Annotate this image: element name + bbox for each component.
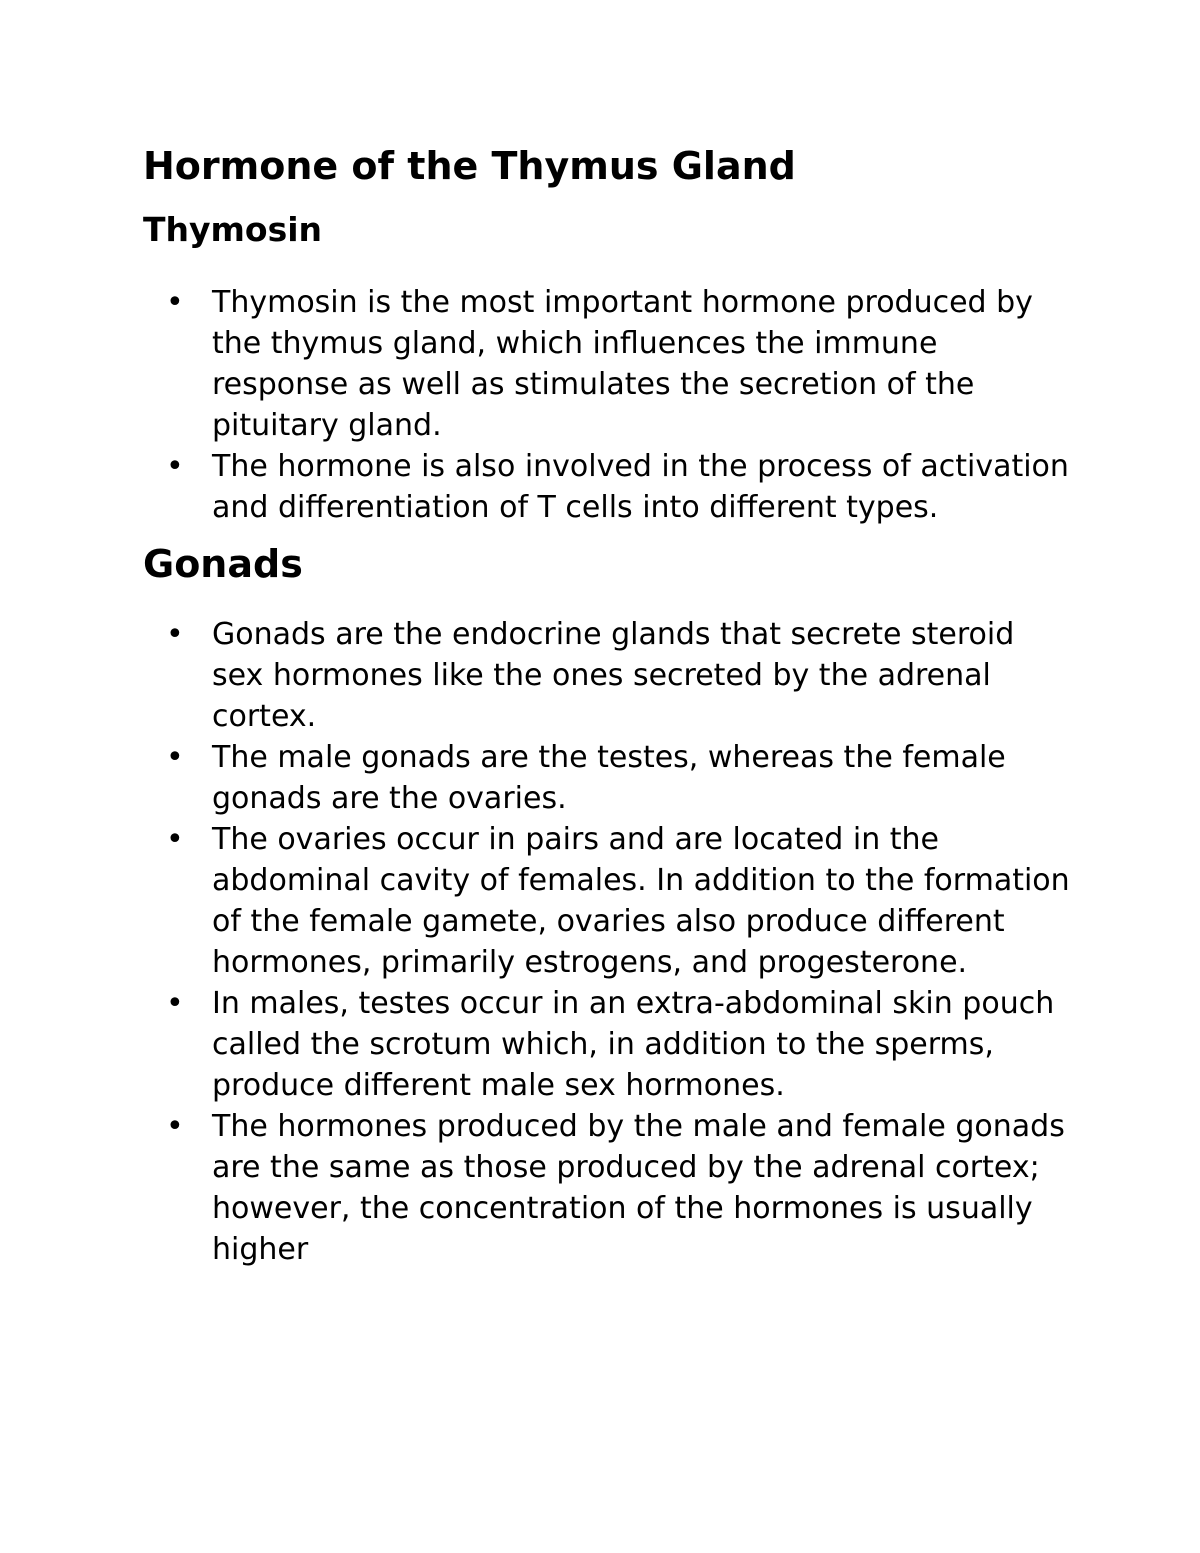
list-item-text: The ovaries occur in pairs and are located in the abdominal cavity of females. In addition to the formation of the female gamete, ovaries also produce different hormones, primarily estrogens, and progesterone. — [212, 822, 1070, 980]
document-content — [143, 140, 1073, 1270]
list-item-text: The hormone is also involved in the process of activation and differentiation of T cells into different types. — [212, 449, 1069, 525]
page-title: Hormone of the Thymus Gland — [143, 144, 796, 188]
gonads-bullet-list — [143, 614, 1073, 1270]
list-item-text: Thymosin is the most important hormone produced by the thymus gland, which influences the immune response as well as stimulates the secretion of the pituitary gland. — [212, 285, 1033, 443]
bullet-icon: • — [166, 1109, 184, 1144]
bullet-icon: • — [166, 617, 184, 652]
list-item-text: The hormones produced by the male and female gonads are the same as those produced by the adrenal cortex; however, the concentration of the hormones is usually higher — [212, 1109, 1065, 1267]
thymosin-bullet-list — [143, 282, 1073, 528]
list-item-text: The male gonads are the testes, whereas the female gonads are the ovaries. — [212, 740, 1006, 816]
list-item — [143, 819, 1073, 983]
bullet-icon: • — [166, 822, 184, 857]
list-item — [143, 737, 1073, 819]
list-item-text: Gonads are the endocrine glands that secrete steroid sex hormones like the ones secreted by the adrenal cortex. — [212, 617, 1015, 734]
bullet-icon: • — [166, 449, 184, 484]
list-item-text: In males, testes occur in an extra-abdominal skin pouch called the scrotum which, in addition to the sperms, produce different male sex hormones. — [212, 986, 1055, 1103]
section-heading-gonads: Gonads — [143, 542, 303, 586]
list-item — [143, 983, 1073, 1106]
list-item — [143, 446, 1073, 528]
bullet-icon: • — [166, 740, 184, 775]
list-item — [143, 614, 1073, 737]
list-item — [143, 282, 1073, 446]
bullet-icon: • — [166, 986, 184, 1021]
bullet-icon: • — [166, 285, 184, 320]
list-item — [143, 1106, 1073, 1270]
subheading-thymosin: Thymosin — [143, 210, 323, 249]
